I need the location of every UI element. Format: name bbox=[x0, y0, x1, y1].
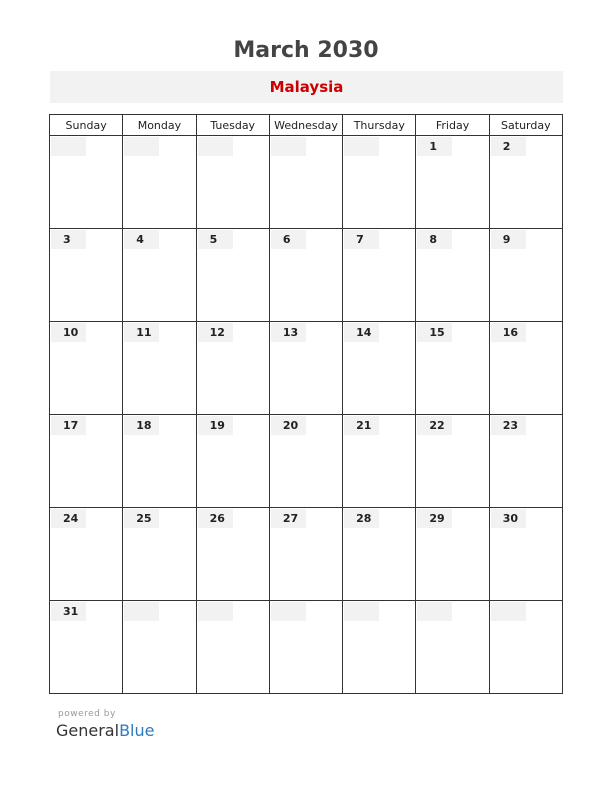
day-number: 15 bbox=[417, 323, 452, 342]
calendar-empty-cell bbox=[269, 136, 342, 229]
day-number: 20 bbox=[271, 416, 306, 435]
calendar-empty-cell bbox=[196, 601, 269, 694]
day-number: 31 bbox=[51, 602, 86, 621]
calendar-day-cell bbox=[343, 415, 416, 508]
calendar-day-cell bbox=[269, 415, 342, 508]
calendar-day-cell bbox=[269, 508, 342, 601]
day-number bbox=[344, 137, 379, 156]
calendar-empty-cell bbox=[343, 136, 416, 229]
day-number: 26 bbox=[198, 509, 233, 528]
calendar-week-row bbox=[50, 322, 563, 415]
day-number bbox=[344, 602, 379, 621]
day-number: 12 bbox=[198, 323, 233, 342]
day-number bbox=[51, 137, 86, 156]
calendar-day-cell bbox=[489, 322, 562, 415]
calendar-week-row bbox=[50, 415, 563, 508]
day-number bbox=[124, 602, 159, 621]
weekday-header: Sunday bbox=[50, 115, 123, 136]
day-number: 25 bbox=[124, 509, 159, 528]
day-number: 1 bbox=[417, 137, 452, 156]
day-number bbox=[491, 602, 526, 621]
calendar-empty-cell bbox=[123, 136, 196, 229]
calendar-empty-cell bbox=[489, 601, 562, 694]
calendar-day-cell bbox=[489, 229, 562, 322]
brand-logo bbox=[56, 721, 154, 740]
day-number bbox=[417, 602, 452, 621]
day-number: 9 bbox=[491, 230, 526, 249]
day-number: 7 bbox=[344, 230, 379, 249]
day-number: 18 bbox=[124, 416, 159, 435]
calendar-day-cell bbox=[50, 508, 123, 601]
calendar-day-cell bbox=[343, 322, 416, 415]
weekday-header-row bbox=[50, 115, 563, 136]
brand-part-1: General bbox=[56, 721, 120, 740]
calendar-empty-cell bbox=[50, 136, 123, 229]
day-number: 5 bbox=[198, 230, 233, 249]
country-banner bbox=[50, 71, 563, 103]
calendar-day-cell bbox=[269, 322, 342, 415]
footer-branding bbox=[56, 709, 154, 740]
calendar-day-cell bbox=[416, 322, 489, 415]
calendar-day-cell bbox=[123, 415, 196, 508]
powered-by-text: powered by bbox=[58, 709, 116, 719]
calendar-week-row bbox=[50, 508, 563, 601]
calendar-day-cell bbox=[123, 508, 196, 601]
day-number: 17 bbox=[51, 416, 86, 435]
calendar-day-cell bbox=[196, 229, 269, 322]
day-number bbox=[271, 137, 306, 156]
weekday-header: Wednesday bbox=[269, 115, 342, 136]
calendar-week-row bbox=[50, 136, 563, 229]
calendar-day-cell bbox=[416, 229, 489, 322]
calendar-empty-cell bbox=[416, 601, 489, 694]
day-number: 19 bbox=[198, 416, 233, 435]
day-number bbox=[198, 602, 233, 621]
calendar-day-cell bbox=[489, 508, 562, 601]
day-number: 24 bbox=[51, 509, 86, 528]
day-number: 6 bbox=[271, 230, 306, 249]
calendar-day-cell bbox=[489, 415, 562, 508]
day-number: 2 bbox=[491, 137, 526, 156]
calendar-day-cell bbox=[50, 229, 123, 322]
day-number: 8 bbox=[417, 230, 452, 249]
brand-part-2: Blue bbox=[119, 721, 155, 740]
calendar-week-row bbox=[50, 601, 563, 694]
country-name: Malaysia bbox=[269, 78, 344, 96]
day-number: 11 bbox=[124, 323, 159, 342]
calendar-empty-cell bbox=[269, 601, 342, 694]
calendar-day-cell bbox=[123, 322, 196, 415]
page-title: March 2030 bbox=[233, 38, 379, 63]
weekday-header: Thursday bbox=[343, 115, 416, 136]
calendar-day-cell bbox=[196, 415, 269, 508]
calendar-week-row bbox=[50, 229, 563, 322]
weekday-header: Friday bbox=[416, 115, 489, 136]
calendar-day-cell bbox=[269, 229, 342, 322]
day-number bbox=[124, 137, 159, 156]
calendar-day-cell bbox=[50, 322, 123, 415]
calendar-day-cell bbox=[50, 415, 123, 508]
calendar-day-cell bbox=[196, 508, 269, 601]
calendar-day-cell bbox=[489, 136, 562, 229]
day-number: 4 bbox=[124, 230, 159, 249]
calendar-day-cell bbox=[343, 229, 416, 322]
calendar-day-cell bbox=[343, 508, 416, 601]
calendar-day-cell bbox=[50, 601, 123, 694]
calendar-empty-cell bbox=[196, 136, 269, 229]
day-number: 27 bbox=[271, 509, 306, 528]
calendar-day-cell bbox=[416, 136, 489, 229]
weekday-header: Tuesday bbox=[196, 115, 269, 136]
calendar-empty-cell bbox=[343, 601, 416, 694]
day-number: 16 bbox=[491, 323, 526, 342]
day-number: 21 bbox=[344, 416, 379, 435]
day-number: 29 bbox=[417, 509, 452, 528]
calendar-body bbox=[50, 136, 563, 694]
calendar-day-cell bbox=[123, 229, 196, 322]
day-number bbox=[198, 137, 233, 156]
day-number: 28 bbox=[344, 509, 379, 528]
day-number: 14 bbox=[344, 323, 379, 342]
day-number: 23 bbox=[491, 416, 526, 435]
day-number: 22 bbox=[417, 416, 452, 435]
day-number: 13 bbox=[271, 323, 306, 342]
day-number: 3 bbox=[51, 230, 86, 249]
calendar-day-cell bbox=[196, 322, 269, 415]
day-number: 30 bbox=[491, 509, 526, 528]
calendar-day-cell bbox=[416, 415, 489, 508]
weekday-header: Monday bbox=[123, 115, 196, 136]
calendar-grid bbox=[49, 114, 563, 694]
day-number: 10 bbox=[51, 323, 86, 342]
day-number bbox=[271, 602, 306, 621]
calendar-empty-cell bbox=[123, 601, 196, 694]
calendar-day-cell bbox=[416, 508, 489, 601]
weekday-header: Saturday bbox=[489, 115, 562, 136]
